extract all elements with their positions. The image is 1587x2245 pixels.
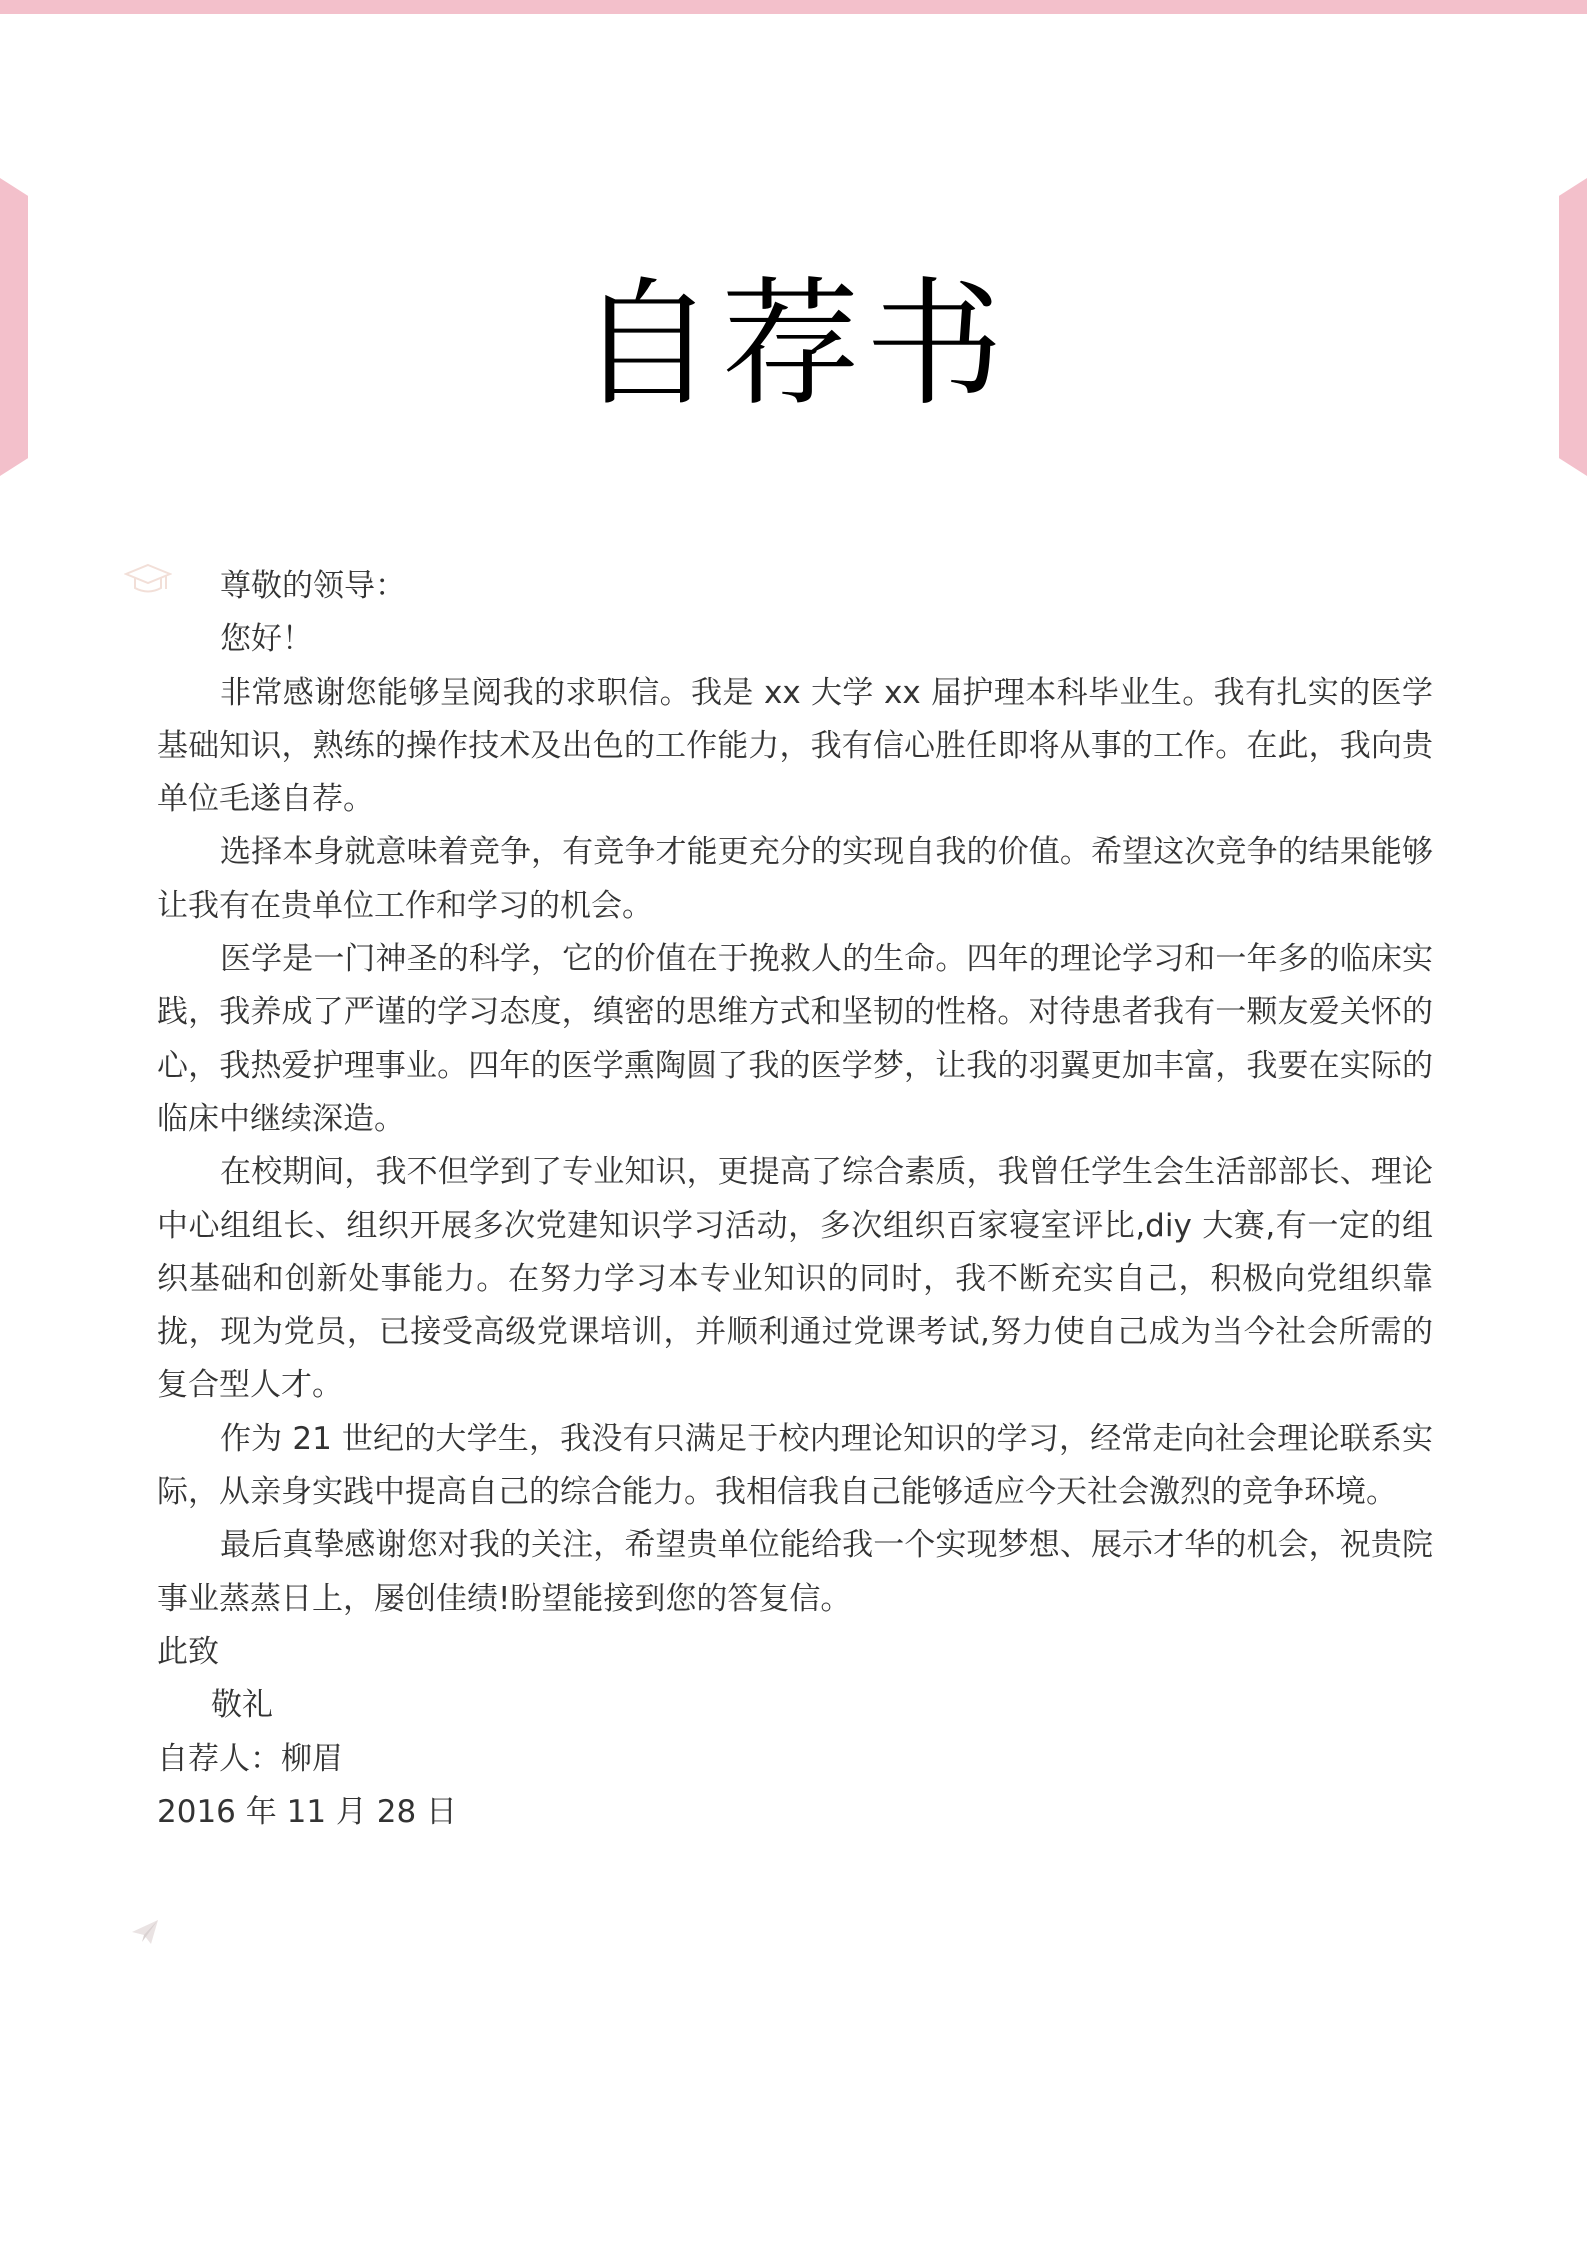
- letter-body: [157, 560, 1433, 1839]
- signature-date: 2016 年 11 月 28 日: [157, 1793, 458, 1830]
- paragraph-6: 最后真挚感谢您对我的关注，希望贵单位能给我一个实现梦想、展示才华的机会，祝贵院事业蒸蒸日上，屡创佳绩!盼望能接到您的答复信。: [157, 1527, 1433, 1617]
- paper-plane-icon: [130, 1918, 160, 1946]
- paragraph-5: 作为 21 世纪的大学生，我没有只满足于校内理论知识的学习，经常走向社会理论联系实际，从亲身实践中提高自己的综合能力。我相信我自己能够适应今天社会激烈的竞争环境。: [157, 1420, 1433, 1511]
- closing-line-2: 敬礼: [211, 1687, 273, 1724]
- paragraph-1: 非常感谢您能够呈阅我的求职信。我是 xx 大学 xx 届护理本科毕业生。我有扎实的医学基础知识，熟练的操作技术及出色的工作能力，我有信心胜任即将从事的工作。在此，我向贵单位毛遂自荐。: [157, 674, 1433, 818]
- salutation: 尊敬的领导：: [220, 568, 406, 604]
- top-accent-bar: [0, 0, 1587, 14]
- signature: 自荐人：柳眉: [157, 1740, 343, 1777]
- paragraph-3: 医学是一门神圣的科学，它的价值在于挽救人的生命。四年的理论学习和一年多的临床实践，我养成了严谨的学习态度，缜密的思维方式和坚韧的性格。对待患者我有一颗友爱关怀的心，我热爱护理事业。四年的医学熏陶圆了我的医学梦，让我的羽翼更加丰富，我要在实际的临床中继续深造。: [157, 941, 1433, 1137]
- page-title: 自荐书: [577, 264, 1010, 426]
- paragraph-2: 选择本身就意味着竞争，有竞争才能更充分的实现自我的价值。希望这次竞争的结果能够让我有在贵单位工作和学习的机会。: [157, 834, 1433, 924]
- closing-line-1: 此致: [157, 1633, 219, 1670]
- paragraph-4: 在校期间，我不但学到了专业知识，更提高了综合素质，我曾任学生会生活部部长、理论中心组组长、组织开展多次党建知识学习活动，多次组织百家寝室评比,diy 大赛,有一定的组织基础和创新处事能力。在努力学习本专业知识的同时，我不断充实自己，积极向党组织靠拢，现为党员，已接受高级党课培训，并顺利通过党课考试,努力使自己成为当今社会所需的复合型人才。: [157, 1154, 1433, 1404]
- greeting: 您好！: [220, 621, 313, 658]
